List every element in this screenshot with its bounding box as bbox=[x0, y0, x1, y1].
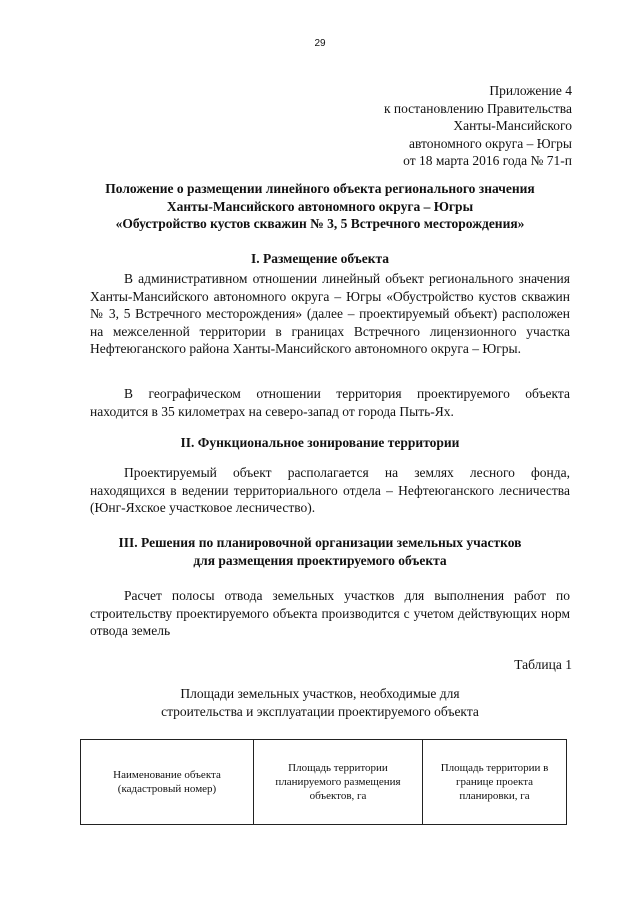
section-2-paragraph-1: Проектируемый объект располагается на землях лесного фонда, находящихся в ведении территориального отдела – Нефтеюганского лесничества (Юнг-Яхское участковое лесничество). bbox=[90, 465, 570, 515]
appendix-line: Ханты-Мансийского bbox=[453, 118, 572, 133]
table-header-project-area: Площадь территории в границе проекта планировки, га bbox=[423, 740, 567, 825]
appendix-line: автономного округа – Югры bbox=[409, 135, 572, 151]
table-header-object-name: Наименование объекта (кадастровый номер) bbox=[81, 740, 254, 825]
table-label: Таблица 1 bbox=[514, 657, 572, 672]
table-caption bbox=[110, 685, 530, 721]
section-3-heading bbox=[70, 534, 570, 569]
table-caption-line: строительства и эксплуатации проектируемого объекта bbox=[161, 704, 479, 719]
section-2-heading: II. Функциональное зонирование территории bbox=[180, 435, 460, 450]
section-1-paragraph-2: В географическом отношении территория проектируемого объекта находится в 35 километрах на северо-запад от города Пыть-Ях. bbox=[90, 386, 570, 419]
section-1-paragraph-1: В административном отношении линейный объект регионального значения Ханты-Мансийского автономного округа – Югры «Обустройство кустов скважин № 3, 5 Встречного месторождения» (далее – проектируемый объект) расположен на межселенной территории в границах Встречного лицензионного участка Нефтеюганского района Ханты-Мансийского автономного округа – Югры. bbox=[90, 271, 570, 356]
table-header-planned-area: Площадь территории планируемого размещения объектов, га bbox=[254, 740, 423, 825]
section-3-heading-line: III. Решения по планировочной организации земельных участков bbox=[118, 535, 522, 550]
appendix-line: к постановлению Правительства bbox=[383, 100, 572, 116]
title-line: Ханты-Мансийского автономного округа – Югры bbox=[166, 198, 474, 214]
table-caption-line: Площади земельных участков, необходимые для bbox=[180, 686, 460, 701]
section-1-heading: I. Размещение объекта bbox=[250, 251, 390, 266]
land-area-table bbox=[80, 739, 567, 825]
table-header-row bbox=[81, 740, 567, 825]
section-3-heading-line: для размещения проектируемого объекта bbox=[193, 552, 447, 568]
title-line: Положение о размещении линейного объекта регионального значения bbox=[105, 181, 535, 196]
document-title bbox=[70, 180, 570, 233]
appendix-line: от 18 марта 2016 года № 71-п bbox=[403, 153, 572, 168]
page-number: 29 bbox=[314, 38, 326, 49]
title-line: «Обустройство кустов скважин № 3, 5 Встречного месторождения» bbox=[115, 216, 525, 231]
appendix-line: Приложение 4 bbox=[489, 83, 572, 98]
appendix-block bbox=[384, 82, 572, 170]
section-3-paragraph-1: Расчет полосы отвода земельных участков для выполнения работ по строительству проектируемого объекта производится с учетом действующих норм отвода земель bbox=[90, 588, 570, 638]
